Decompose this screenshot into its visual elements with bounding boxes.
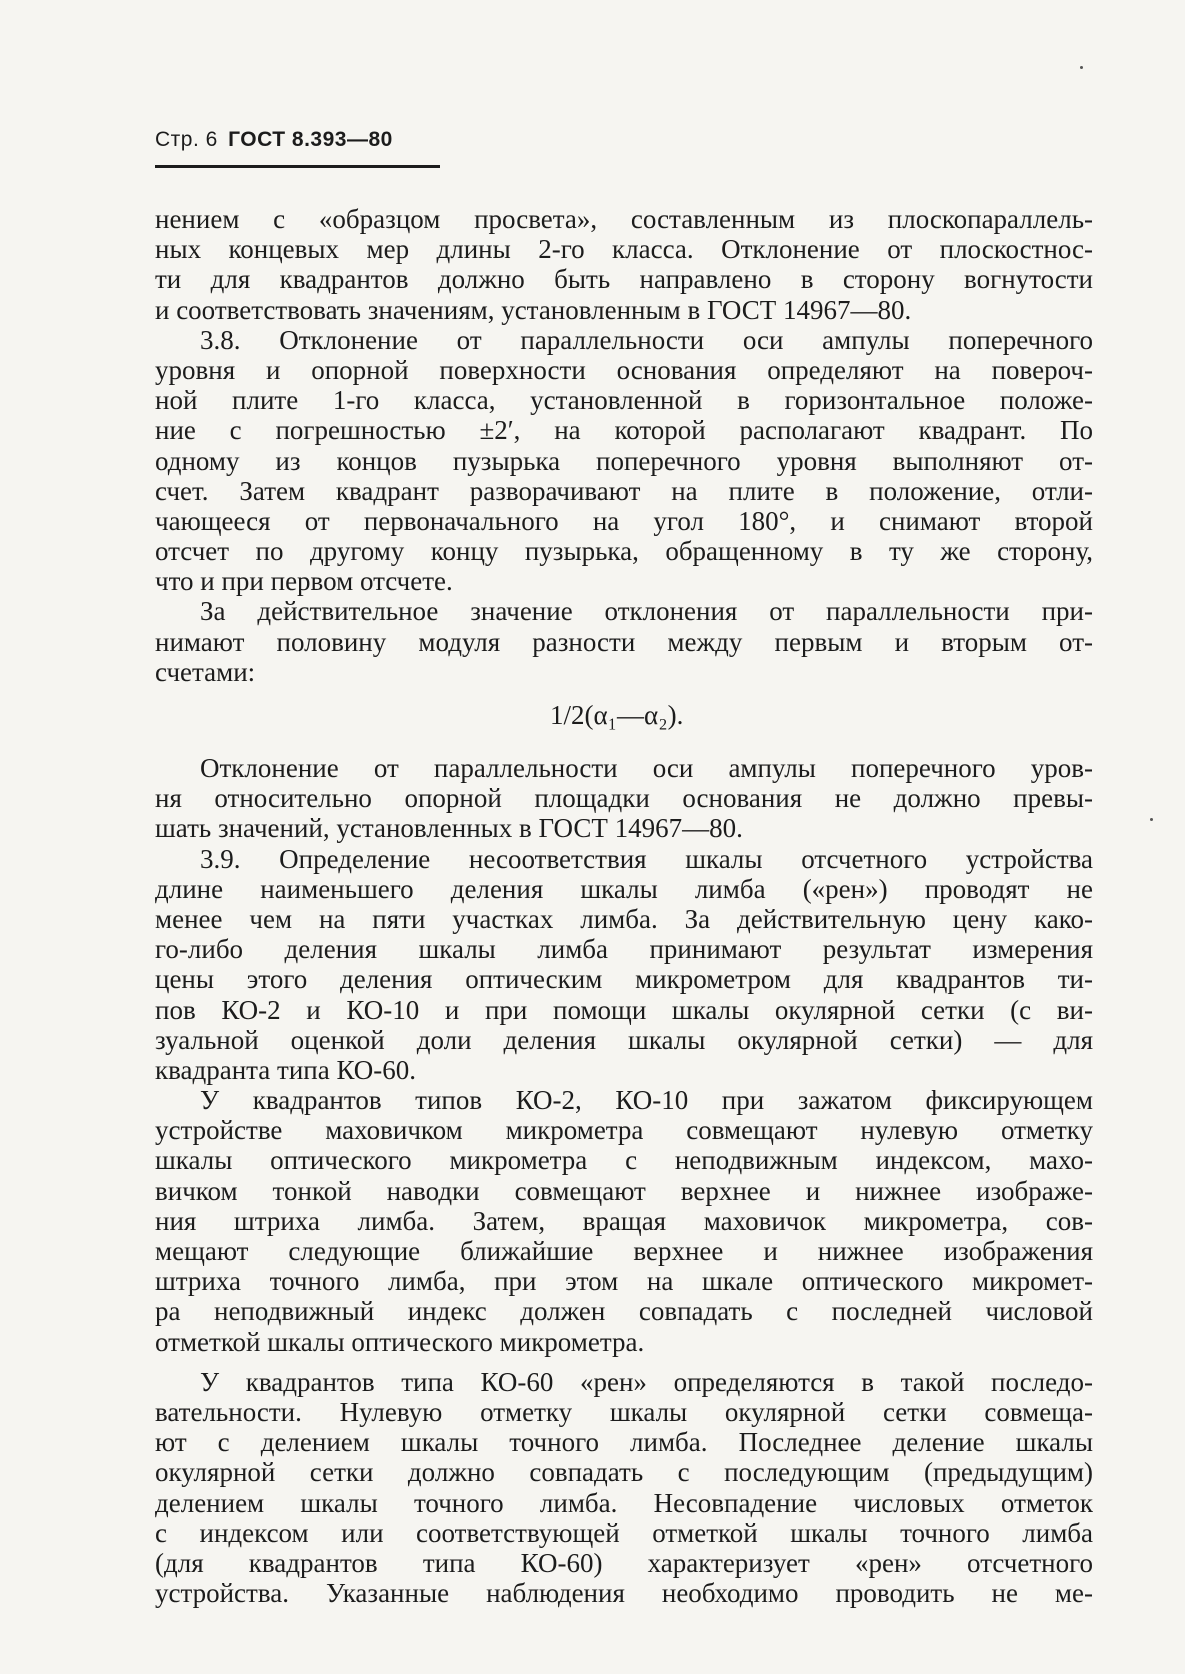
text-line: нением с «образцом просвета», составленным из плоскопараллель- xyxy=(155,204,1093,234)
text-line: вичком тонкой наводки совмещают верхнее и нижнее изображе- xyxy=(155,1175,1093,1206)
text-line: У квадрантов типа КО-60 «рен» определяются в такой последо- xyxy=(200,1366,1093,1397)
text-line: чающееся от первоначального на угол 180°, и снимают второй xyxy=(155,505,1093,536)
text-line: 3.8. Отклонение от параллельности оси ампулы поперечного xyxy=(200,324,1093,355)
text-line: ня относительно опорной площадки основания не должно превы- xyxy=(155,783,1093,814)
text-line: 3.9. Определение несоответствия шкалы отсчетного устройства xyxy=(200,843,1093,874)
text-line: ют с делением шкалы точного лимба. Последнее деление шкалы xyxy=(155,1427,1093,1458)
text-line: штриха точного лимба, при этом на шкале оптического микромет- xyxy=(155,1266,1093,1297)
text-line: шать значений, установленных в ГОСТ 14967—80. xyxy=(155,813,743,844)
text-line: квадранта типа КО-60. xyxy=(155,1054,417,1085)
text-line: что и при первом отсчете. xyxy=(155,566,453,597)
paragraph-gap xyxy=(155,1357,1093,1367)
text-line: зуальной оценкой доли деления шкалы окулярной сетки) — для xyxy=(155,1024,1093,1055)
formula: 1/2(α₁—α₂). xyxy=(550,700,684,730)
text-line: пов КО-2 и КО-10 и при помощи шкалы окулярной сетки (с ви- xyxy=(155,994,1093,1025)
text-line: отсчет по другому концу пузырька, обращенному в ту же сторону, xyxy=(155,536,1093,567)
text-line: с индексом или соответствующей отметкой шкалы точного лимба xyxy=(155,1517,1093,1548)
text-line: цены этого деления оптическим микрометром для квадрантов ти- xyxy=(155,964,1093,995)
page-number: Стр. 6 xyxy=(155,128,218,151)
text-line: го-либо деления шкалы лимба принимают результат измерения xyxy=(155,934,1093,965)
page-header xyxy=(155,128,393,152)
text-line: устройстве маховичком микрометра совмещают нулевую отметку xyxy=(155,1115,1093,1146)
text-line: и соответствовать значениям, установленным в ГОСТ 14967—80. xyxy=(155,294,912,325)
text-line: (для квадрантов типа КО-60) характеризует «рен» отсчетного xyxy=(155,1547,1093,1578)
text-line: счет. Затем квадрант разворачивают на плите в положение, отли- xyxy=(155,475,1093,506)
scan-speck xyxy=(1080,66,1083,69)
text-line: ра неподвижный индекс должен совпадать с последней числовой xyxy=(155,1296,1093,1327)
text-line: отметкой шкалы оптического микрометра. xyxy=(155,1326,645,1357)
text-line: одному из концов пузырька поперечного уровня выполняют от- xyxy=(155,445,1093,476)
text-line: ти для квадрантов должно быть направлено в сторону вогнутости xyxy=(155,264,1093,295)
text-line: Отклонение от параллельности оси ампулы поперечного уров- xyxy=(200,753,1093,783)
standard-code: ГОСТ 8.393—80 xyxy=(228,128,393,151)
text-line: делением шкалы точного лимба. Несовпадение числовых отметок xyxy=(155,1487,1093,1518)
header-rule xyxy=(155,165,440,168)
text-line: менее чем на пяти участках лимба. За действительную цену како- xyxy=(155,903,1093,934)
text-line: мещают следующие ближайшие верхнее и нижнее изображения xyxy=(155,1236,1093,1266)
body-text xyxy=(155,204,1093,1608)
text-line: нимают половину модуля разности между первым и вторым от- xyxy=(155,626,1093,657)
text-line: длине наименьшего деления шкалы лимба («рен») проводят не xyxy=(155,873,1093,904)
text-line: окулярной сетки должно совпадать с последующим (предыдущим) xyxy=(155,1457,1093,1488)
text-line: ние с погрешностью ±2′, на которой располагают квадрант. По xyxy=(155,415,1093,446)
text-line: уровня и опорной поверхности основания определяют на повероч- xyxy=(155,354,1093,385)
text-line: ной плите 1-го класса, установленной в горизонтальное положе- xyxy=(155,385,1093,416)
text-line: У квадрантов типов КО-2, КО-10 при зажатом фиксирующем xyxy=(200,1085,1093,1116)
text-line: ных концевых мер длины 2-го класса. Отклонение от плоскостнос- xyxy=(155,234,1093,265)
text-line: ния штриха лимба. Затем, вращая маховичок микрометра, сов- xyxy=(155,1205,1093,1236)
scan-speck xyxy=(1150,818,1153,821)
text-line: шкалы оптического микрометра с неподвижным индексом, махо- xyxy=(155,1145,1093,1176)
text-line: устройства. Указанные наблюдения необходимо проводить не ме- xyxy=(155,1578,1093,1609)
text-line: За действительное значение отклонения от параллельности при- xyxy=(200,596,1093,627)
text-line: счетами: xyxy=(155,656,256,687)
text-line: вательности. Нулевую отметку шкалы окулярной сетки совмеща- xyxy=(155,1396,1093,1427)
